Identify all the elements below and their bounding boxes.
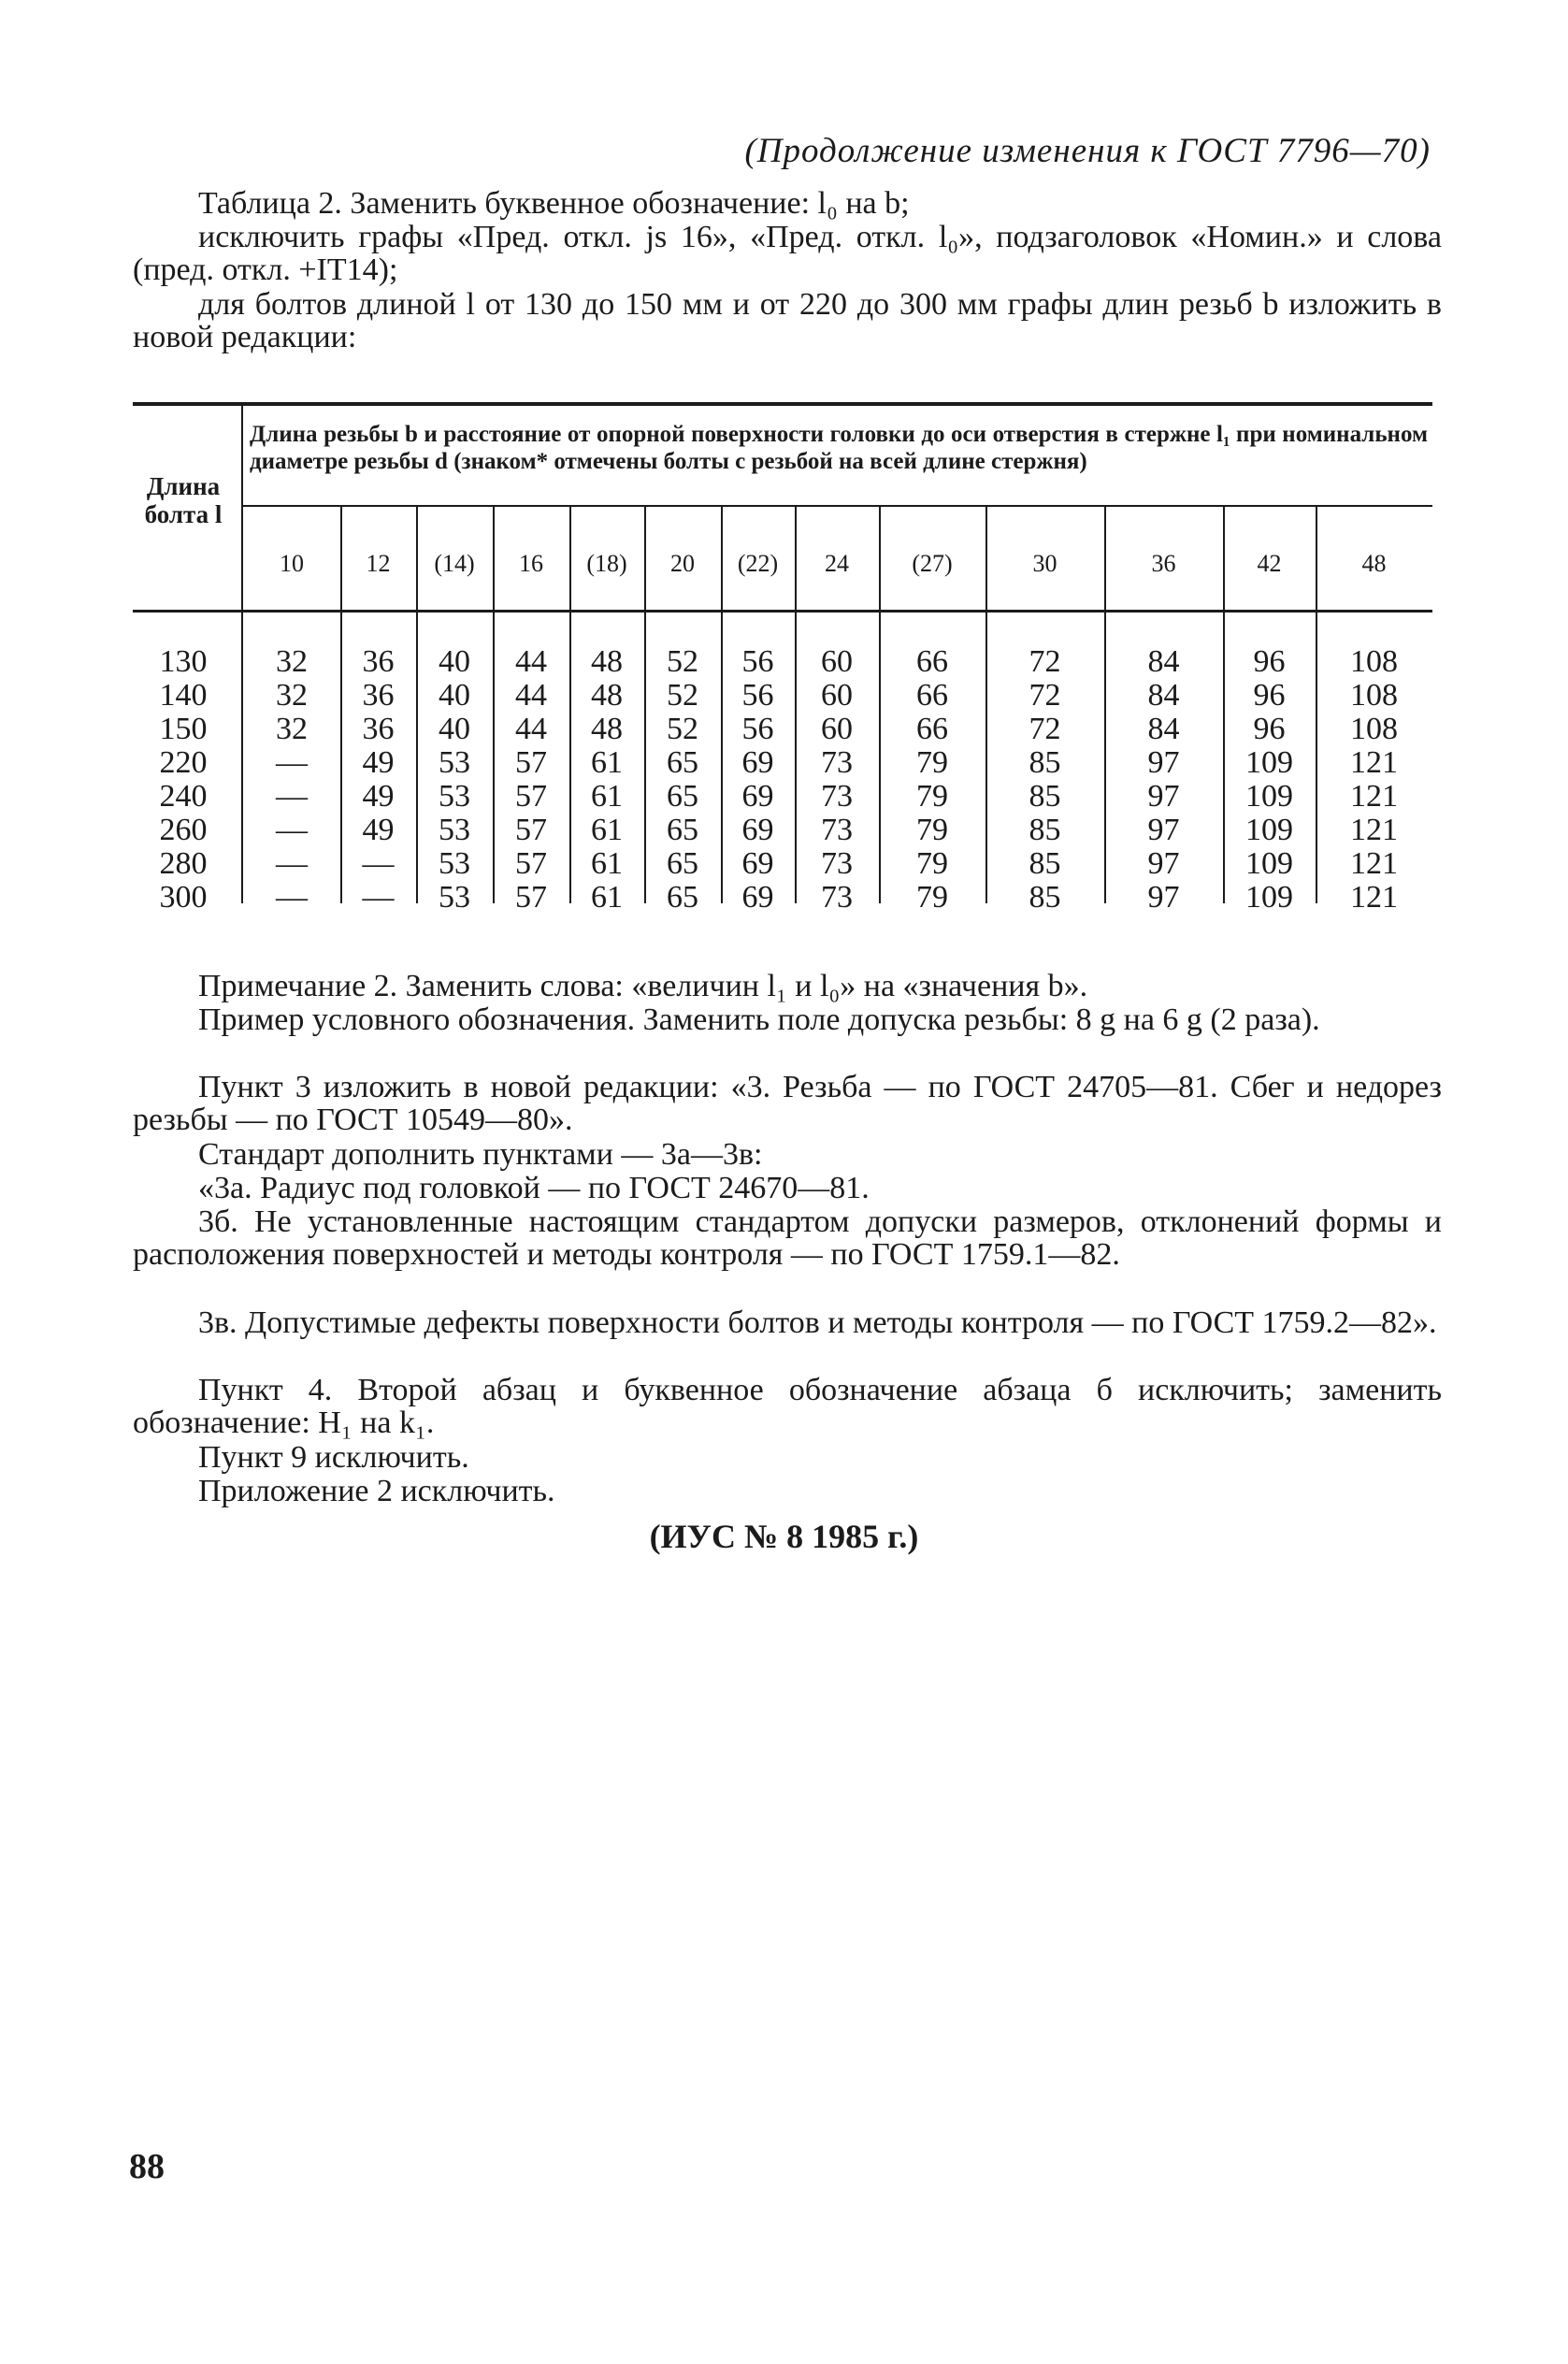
- table-cell: 108: [1350, 678, 1398, 713]
- table-cell: 61: [591, 813, 623, 847]
- table-column: [493, 645, 569, 915]
- table-cell: 57: [515, 880, 547, 915]
- table-cell: 84: [1147, 678, 1180, 713]
- table-cell: 97: [1147, 880, 1180, 915]
- header-bottom-rule: [133, 610, 1432, 613]
- table-column: [795, 645, 879, 915]
- table-column: [644, 645, 721, 915]
- note-2-text: Примечание 2. Заменить слова: «величин l₁ и l₀» на «значения b».: [198, 969, 1088, 1003]
- table-cell: 109: [1245, 846, 1293, 881]
- table-cell: —: [362, 846, 395, 881]
- note-2: [133, 970, 1442, 1002]
- table-cell: 40: [439, 678, 470, 713]
- table-cell: 66: [916, 644, 948, 679]
- item-3-text: Пункт 3 изложить в новой редакции: «3. Резьба — по ГОСТ 24705—81. Сбег и недорез резьбы — по ГОСТ 10549—80».: [133, 1070, 1442, 1137]
- designation-example: [133, 1003, 1442, 1036]
- table-cell: 66: [916, 678, 948, 713]
- table-cell: 73: [821, 846, 853, 881]
- table-cell: 96: [1253, 644, 1286, 679]
- table-cell: 97: [1147, 813, 1180, 847]
- table-cell: 65: [667, 813, 698, 847]
- table-cell: 60: [821, 712, 853, 746]
- bolt-length-cell: 260: [159, 813, 208, 847]
- table-cell: 69: [741, 813, 774, 847]
- table-cell: 79: [916, 880, 948, 915]
- table-cell: 49: [362, 813, 395, 847]
- table-cell: 52: [667, 644, 698, 679]
- bolt-length-cell: 300: [159, 880, 208, 915]
- item-3: [133, 1071, 1442, 1136]
- table-column: [340, 645, 416, 915]
- table-column: [1223, 645, 1316, 915]
- table-cell: 79: [916, 779, 948, 814]
- table-cell: 108: [1350, 644, 1398, 679]
- table-cell: 85: [1029, 779, 1061, 814]
- intro-line-3: [133, 288, 1442, 353]
- diameter-header: 30: [1032, 550, 1057, 577]
- table-cell: 121: [1350, 745, 1398, 780]
- table-column: [569, 645, 644, 915]
- table-cell: 32: [276, 712, 308, 746]
- diameter-header: (27): [912, 550, 953, 577]
- standard-addition: [133, 1138, 1442, 1171]
- diameter-header: 20: [670, 550, 695, 577]
- table-cell: 109: [1245, 813, 1293, 847]
- bolt-length-cell: 140: [159, 678, 208, 713]
- diameter-header: (22): [737, 550, 779, 577]
- table-cell: 44: [515, 644, 547, 679]
- diameter-header: 24: [825, 550, 849, 577]
- table-cell: 121: [1350, 880, 1398, 915]
- table-cell: 69: [741, 779, 774, 814]
- table-top-rule: [133, 402, 1432, 406]
- table-cell: 65: [667, 880, 698, 915]
- running-title: (Продолжение изменения к ГОСТ 7796—70): [744, 132, 1431, 170]
- header-bolt-length: Длина болта l: [144, 472, 223, 528]
- item-4-text: Пункт 4. Второй абзац и буквенное обозначение абзаца б исключить; заменить обозначение: H₁ на k₁.: [133, 1373, 1442, 1440]
- intro-line-3-text: для болтов длиной l от 130 до 150 мм и от 220 до 300 мм графы длин резьб b изложить в новой редакции:: [133, 287, 1442, 354]
- table-cell: 69: [741, 745, 774, 780]
- table-cell: 72: [1029, 644, 1061, 679]
- table-column: [416, 645, 493, 915]
- table-cell: 73: [821, 880, 853, 915]
- table-cell: 53: [439, 813, 470, 847]
- table-cell: —: [276, 846, 308, 881]
- diameter-header: (18): [586, 550, 627, 577]
- table-cell: 84: [1147, 712, 1180, 746]
- table-cell: 56: [741, 678, 774, 713]
- table-column: [721, 645, 795, 915]
- table-column: [243, 645, 340, 915]
- table-cell: —: [362, 880, 395, 915]
- table-cell: 109: [1245, 880, 1293, 915]
- intro-line-1-text: Таблица 2. Заменить буквенное обозначение: l₀ на b;: [198, 186, 910, 221]
- bolt-length-cell: 280: [159, 846, 208, 881]
- diameter-header: 12: [366, 550, 391, 577]
- table-cell: 109: [1245, 745, 1293, 780]
- table-cell: 53: [439, 779, 470, 814]
- bolt-length-cell: 130: [159, 644, 208, 679]
- table-cell: 44: [515, 712, 547, 746]
- table-cell: 66: [916, 712, 948, 746]
- item-3b-text: 3б. Не установленные настоящим стандартом допуски размеров, отклонений формы и расположения поверхностей и методы контроля — по ГОСТ 1759.1—82.: [133, 1204, 1442, 1272]
- bolt-length-column: [133, 645, 234, 915]
- table-column: [1316, 645, 1432, 915]
- ius-reference: (ИУС № 8 1985 г.): [649, 1518, 919, 1555]
- table-cell: 73: [821, 813, 853, 847]
- table-cell: 65: [667, 846, 698, 881]
- page-number: 88: [129, 2147, 165, 2186]
- table-cell: 69: [741, 880, 774, 915]
- table-cell: —: [276, 745, 308, 780]
- diameter-header: 42: [1257, 550, 1282, 577]
- bolt-length-cell: 220: [159, 745, 208, 780]
- table-cell: 48: [591, 712, 623, 746]
- table-cell: 72: [1029, 712, 1061, 746]
- table-cell: 52: [667, 712, 698, 746]
- item-9: [133, 1441, 1442, 1474]
- diameter-header: 16: [519, 550, 543, 577]
- table-column: [879, 645, 985, 915]
- table-cell: 85: [1029, 813, 1061, 847]
- table-cell: —: [276, 779, 308, 814]
- standard-addition-text: Стандарт дополнить пунктами — 3а—3в:: [198, 1137, 763, 1172]
- item-3v: [133, 1306, 1442, 1339]
- table-cell: 121: [1350, 813, 1398, 847]
- diameter-header: (14): [434, 550, 475, 577]
- table-cell: 97: [1147, 745, 1180, 780]
- table-cell: 65: [667, 745, 698, 780]
- table-cell: 85: [1029, 880, 1061, 915]
- table-cell: 65: [667, 779, 698, 814]
- diameter-header: 36: [1151, 550, 1176, 577]
- table-cell: 48: [591, 644, 623, 679]
- table-cell: 36: [362, 644, 395, 679]
- table-cell: 48: [591, 678, 623, 713]
- table-cell: 79: [916, 745, 948, 780]
- table-cell: 53: [439, 880, 470, 915]
- table-column: [1104, 645, 1223, 915]
- table-cell: 56: [741, 712, 774, 746]
- diameter-header: 48: [1361, 550, 1387, 577]
- intro-line-1: [133, 187, 1442, 220]
- appendix-2-text: Приложение 2 исключить.: [198, 1474, 555, 1508]
- table-cell: 32: [276, 678, 308, 713]
- diameter-header: 10: [280, 550, 304, 577]
- table-cell: 53: [439, 745, 470, 780]
- table-cell: 60: [821, 678, 853, 713]
- table-cell: 97: [1147, 779, 1180, 814]
- item-3a-text: «3а. Радиус под головкой — по ГОСТ 24670—81.: [198, 1171, 870, 1205]
- table-cell: 96: [1253, 678, 1286, 713]
- table-cell: 57: [515, 779, 547, 814]
- table-cell: 56: [741, 644, 774, 679]
- item-4: [133, 1374, 1442, 1439]
- table-cell: 40: [439, 644, 470, 679]
- table-cell: 49: [362, 745, 395, 780]
- item-3v-text: 3в. Допустимые дефекты поверхности болтов и методы контроля — по ГОСТ 1759.2—82».: [198, 1305, 1437, 1340]
- table-column: [985, 645, 1104, 915]
- table-cell: 97: [1147, 846, 1180, 881]
- table-cell: 57: [515, 846, 547, 881]
- table-cell: 96: [1253, 712, 1286, 746]
- table-cell: 84: [1147, 644, 1180, 679]
- table-cell: 40: [439, 712, 470, 746]
- table-cell: 85: [1029, 846, 1061, 881]
- item-3a: [133, 1172, 1442, 1204]
- table-cell: 52: [667, 678, 698, 713]
- table-cell: —: [276, 880, 308, 915]
- intro-line-2: [133, 221, 1442, 286]
- table-cell: 72: [1029, 678, 1061, 713]
- table-cell: 49: [362, 779, 395, 814]
- table-cell: 61: [591, 846, 623, 881]
- table-cell: 69: [741, 846, 774, 881]
- intro-line-2-text: исключить графы «Пред. откл. js 16», «Пред. откл. l₀», подзаголовок «Номин.» и слова (пред. откл. +IT14);: [133, 220, 1442, 287]
- header-thread-length: Длина резьбы b и расстояние от опорной поверхности головки до оси отверстия в стержне l₁ при номинальном диаметре резьбы d (знаком* отмечены болты с резьбой на всей длине стержня): [250, 422, 1428, 474]
- table-cell: 121: [1350, 846, 1398, 881]
- table-cell: —: [276, 813, 308, 847]
- table-cell: 44: [515, 678, 547, 713]
- table-cell: 57: [515, 813, 547, 847]
- table-cell: 121: [1350, 779, 1398, 814]
- table-cell: 32: [276, 644, 308, 679]
- bolt-length-cell: 240: [159, 779, 208, 814]
- table-cell: 79: [916, 846, 948, 881]
- table-cell: 61: [591, 745, 623, 780]
- table-cell: 108: [1350, 712, 1398, 746]
- table-cell: 36: [362, 712, 395, 746]
- table-cell: 73: [821, 779, 853, 814]
- table-cell: 61: [591, 779, 623, 814]
- table-cell: 36: [362, 678, 395, 713]
- item-9-text: Пункт 9 исключить.: [198, 1440, 469, 1475]
- appendix-2: [133, 1475, 1442, 1507]
- table-cell: 73: [821, 745, 853, 780]
- designation-example-text: Пример условного обозначения. Заменить поле допуска резьбы: 8 g на 6 g (2 раза).: [198, 1002, 1320, 1037]
- item-3b: [133, 1205, 1442, 1271]
- table-cell: 109: [1245, 779, 1293, 814]
- header-subrule: [243, 505, 1432, 507]
- table-cell: 79: [916, 813, 948, 847]
- table-cell: 53: [439, 846, 470, 881]
- table-cell: 57: [515, 745, 547, 780]
- table-cell: 60: [821, 644, 853, 679]
- bolt-length-cell: 150: [159, 712, 208, 746]
- table-cell: 85: [1029, 745, 1061, 780]
- table-cell: 61: [591, 880, 623, 915]
